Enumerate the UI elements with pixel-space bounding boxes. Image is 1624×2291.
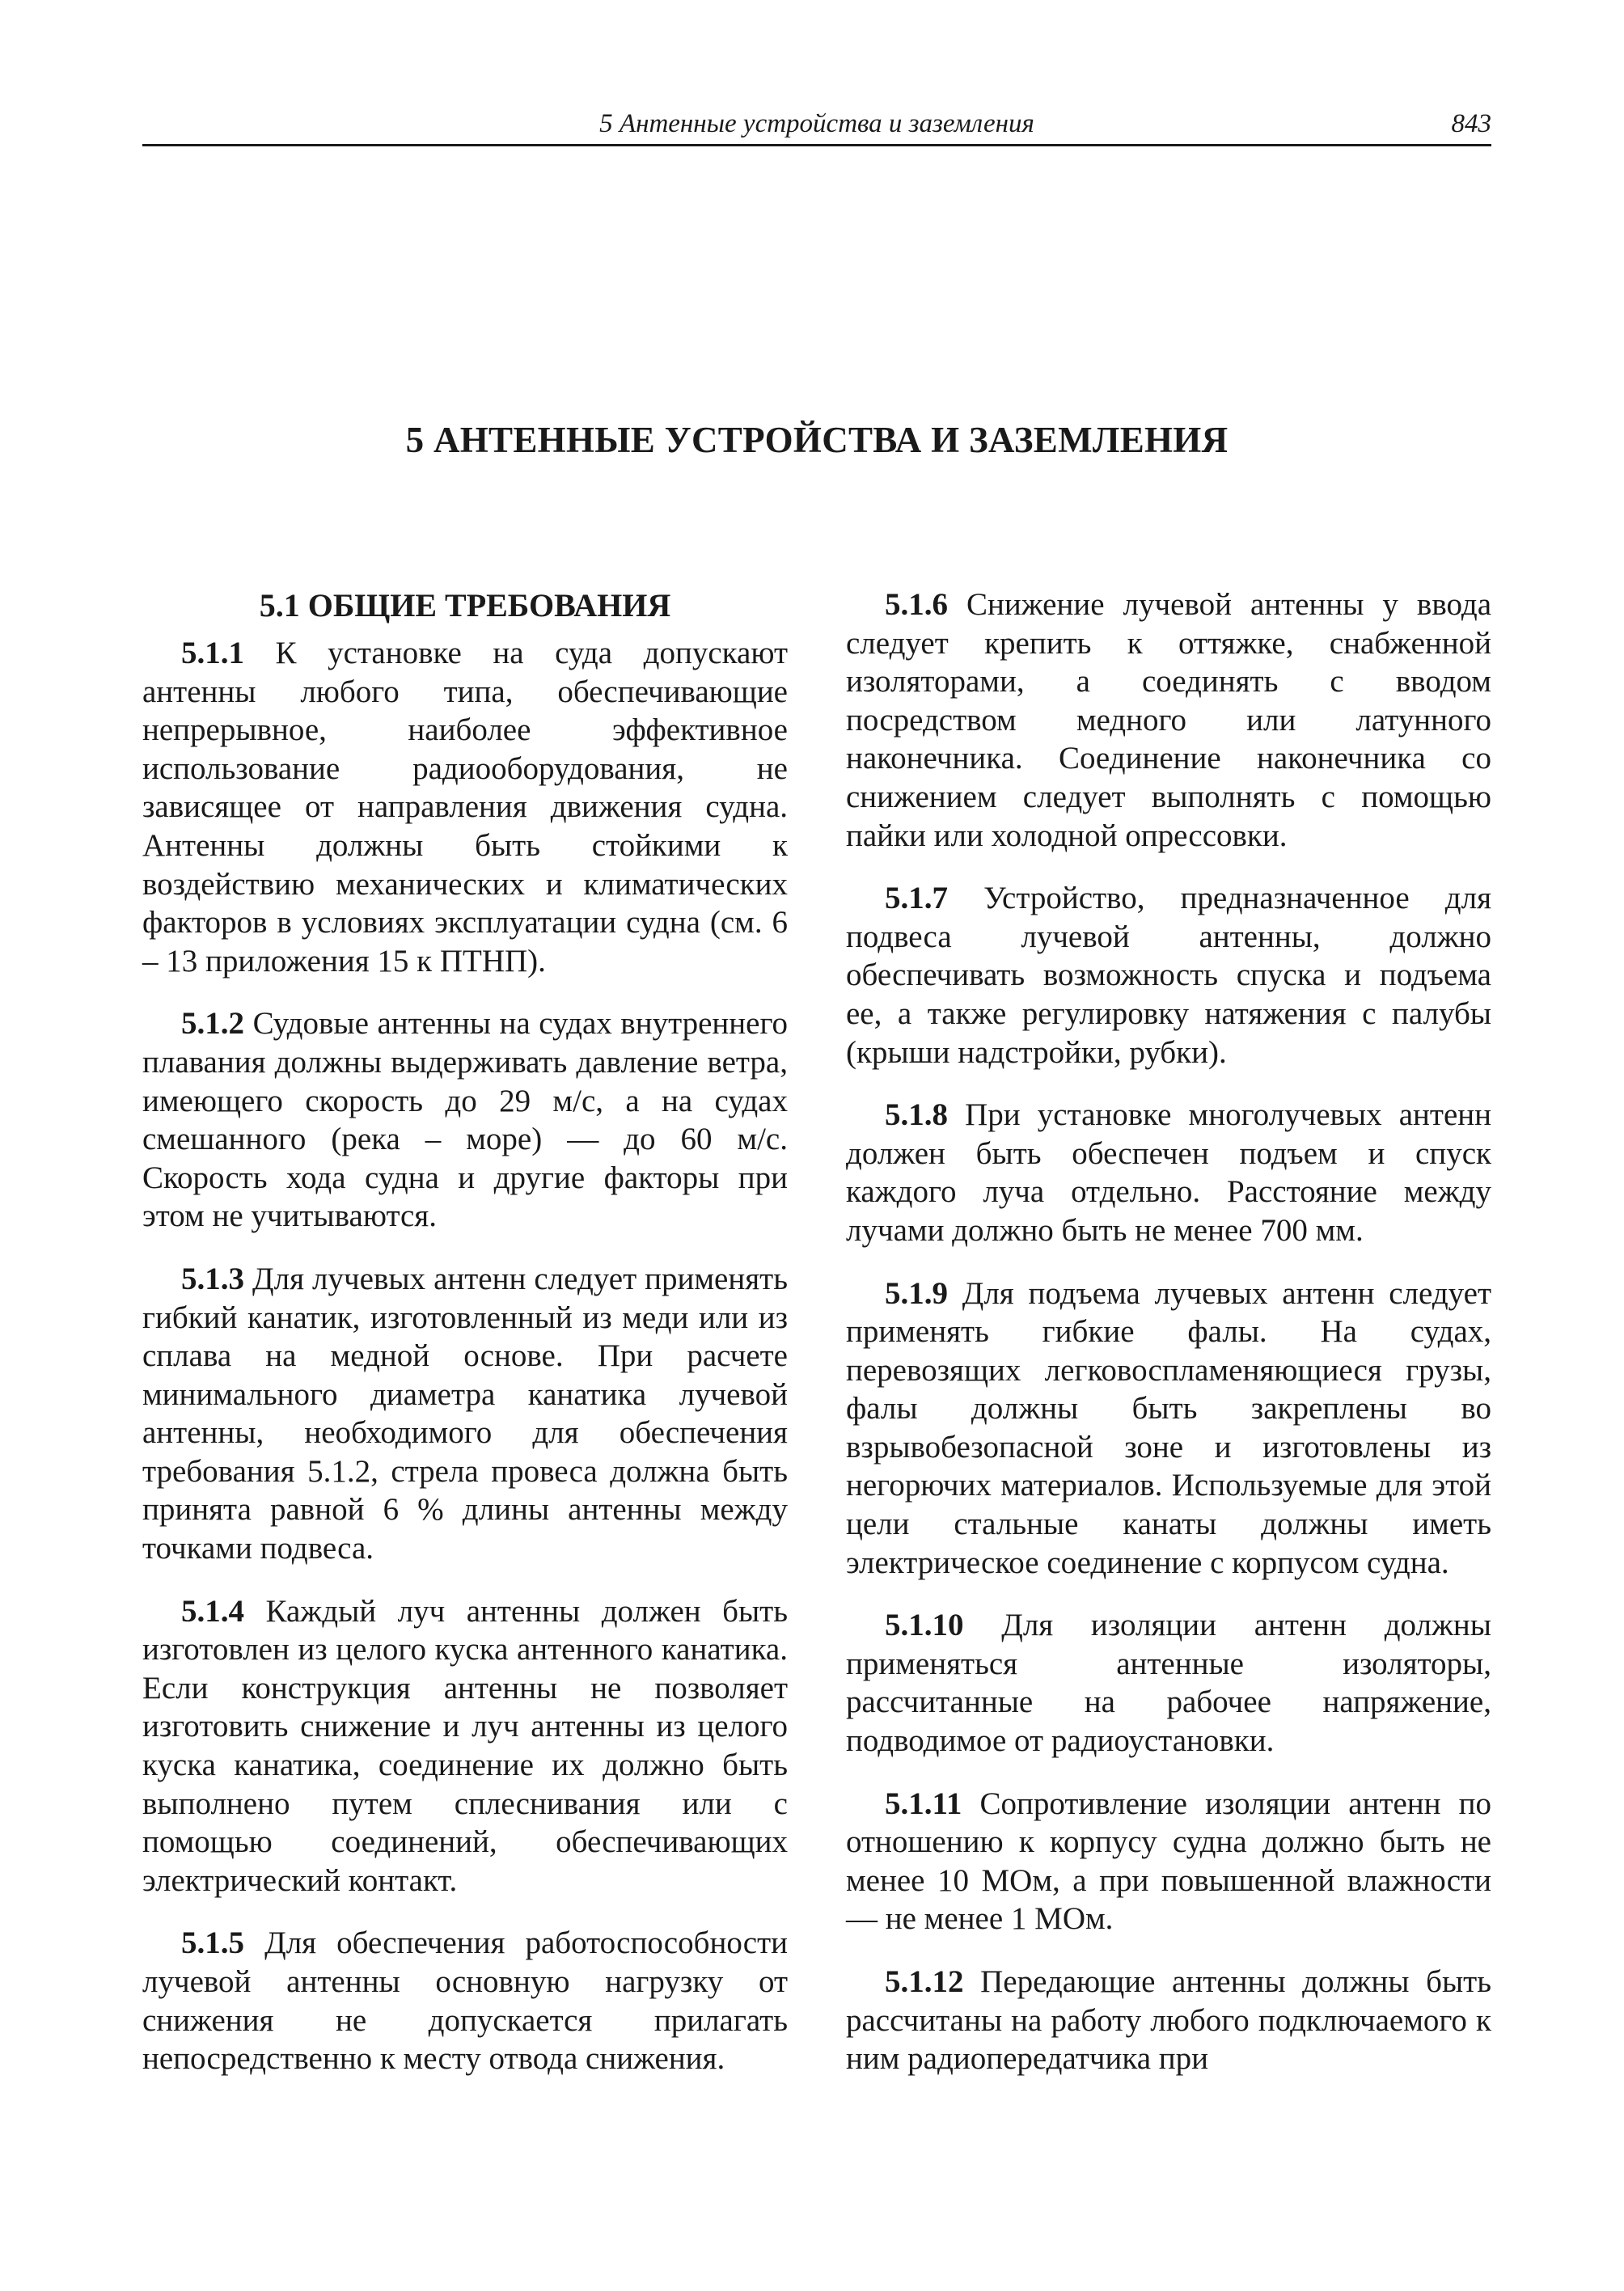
paragraph-text: При установке многолучевых антенн должен быть обеспечен подъем и спуск каждого луча отдельно. Расстояние между лучами должно быть не менее 700 мм. [846, 1097, 1492, 1248]
chapter-title: 5 АНТЕННЫЕ УСТРОЙСТВА И ЗАЗЕМЛЕНИЯ [405, 420, 1229, 460]
paragraph-5-1-10 [846, 1606, 1491, 1760]
paragraph-number: 5.1.5 [181, 1925, 244, 1961]
paragraph-text: Передающие антенны должны быть рассчитаны на работу любого подключаемого к ним радиопередатчика при [846, 1964, 1491, 2077]
paragraph-5-1-11 [846, 1785, 1491, 1938]
paragraph-number: 5.1.1 [181, 636, 244, 670]
paragraph-5-1-4 [142, 1592, 788, 1900]
paragraph-text: Устройство, предназначенное для подвеса лучевой антенны, должно обеспечивать возможность спуска и подъема ее, а также регулировку натяжения с палубы (крыши надстройки, рубки). [846, 881, 1492, 1070]
paragraph-text: Для лучевых антенн следует применять гибкий канатик, изготовленный из меди или из сплава на медной основе. При расчете минимального диаметра канатика лучевой антенны, необходимого для обеспечения требования 5.1.2, стрела провеса должна быть принята равной 6 % длины антенны между точками подвеса. [142, 1261, 789, 1566]
paragraph-5-1-8 [846, 1096, 1491, 1249]
paragraph-5-1-9 [846, 1274, 1491, 1583]
right-column [846, 585, 1491, 2103]
paragraph-number: 5.1.12 [885, 1964, 964, 1999]
paragraph-number: 5.1.7 [885, 881, 948, 916]
page-number: 843 [1451, 109, 1491, 138]
paragraph-text: Для обеспечения работоспособности лучевой антенны основную нагрузку от снижения не допускается прилагать непосредственно к месту отвода снижения. [142, 1925, 789, 2077]
paragraph-5-1-12 [846, 1963, 1491, 2078]
paragraph-text: К установке на суда допускают антенны любого типа, обеспечивающие непрерывное, наиболее эффективное использование радиооборудования, не зависящее от направления движения судна. Антенны должны быть стойкими к воздействию механических и климатических факторов в условиях эксплуатации судна (см. 6 – 13 приложения 15 к ПТНП). [142, 636, 788, 979]
section-title: 5.1 ОБЩИЕ ТРЕБОВАНИЯ [259, 587, 671, 623]
paragraph-number: 5.1.6 [885, 587, 948, 622]
paragraph-number: 5.1.8 [885, 1097, 948, 1133]
paragraph-number: 5.1.10 [885, 1608, 964, 1643]
header-title: 5 Антенные устройства и заземления [599, 109, 1034, 138]
paragraph-text: Снижение лучевой антенны у ввода следует крепить к оттяжке, снабженной изоляторами, а соединять с вводом посредством медного или латунного наконечника. Соединение наконечника со снижением следует выполнять с помощью пайки или холодной опрессовки. [846, 587, 1492, 853]
running-header [142, 104, 1491, 146]
paragraph-5-1-3 [142, 1260, 788, 1568]
paragraph-text: Каждый луч антенны должен быть изготовлен из целого куска антенного канатика. Если конструкция антенны не позволяет изготовить снижение и луч антенны из целого куска канатика, соединение их должно быть выполнено путем сплеснивания или с помощью соединений, обеспечивающих электрический контакт. [142, 1593, 788, 1898]
paragraph-number: 5.1.9 [885, 1275, 948, 1311]
paragraph-5-1-5 [142, 1924, 788, 2078]
paragraph-number: 5.1.3 [181, 1261, 244, 1296]
paragraph-number: 5.1.2 [181, 1006, 244, 1042]
paragraph-5-1-2 [142, 1004, 788, 1236]
paragraph-number: 5.1.11 [885, 1786, 962, 1821]
paragraph-text: Сопротивление изоляции антенн по отношению к корпусу судна должно быть не менее 10 МОм, а при повышенной влажности — не менее 1 МОм. [846, 1786, 1491, 1937]
paragraph-text: Для изоляции антенн должны применяться антенные изоляторы, рассчитанные на рабочее напряжение, подводимое от радиоустановки. [846, 1608, 1492, 1759]
paragraph-5-1-6 [846, 585, 1491, 855]
paragraph-text: Для подъема лучевых антенн следует применять гибкие фалы. На судах, перевозящих легковоспламеняющиеся грузы, фалы должны быть закреплены во взрывобезопасной зоне и изготовлены из негорючих материалов. Используемые для этой цели стальные канаты должны иметь электрическое соединение с корпусом судна. [846, 1275, 1491, 1580]
paragraph-text: Судовые антенны на судах внутреннего плавания должны выдерживать давление ветра, имеющего скорость до 29 м/с, а на судах смешанного (река – море) — до 60 м/с. Скорость хода судна и другие факторы при этом не учитываются. [142, 1006, 789, 1234]
left-column [142, 585, 788, 2103]
paragraph-5-1-7 [846, 879, 1491, 1072]
paragraph-number: 5.1.4 [181, 1593, 244, 1629]
paragraph-5-1-1 [142, 634, 788, 980]
